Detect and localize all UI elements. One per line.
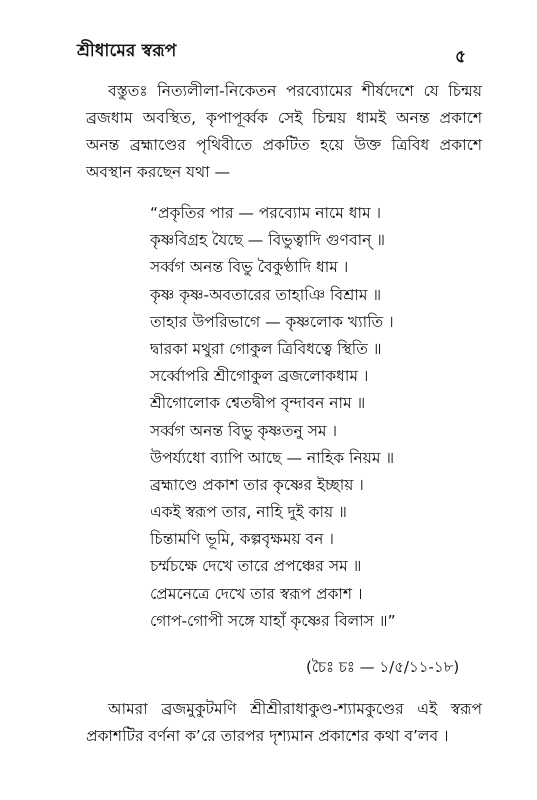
verse-line: চিন্তামণি ভূমি, কল্পবৃক্ষময় বন ।: [150, 530, 334, 549]
verse-line: ব্রহ্মাণ্ডে প্রকাশ তার কৃষ্ণের ইচ্ছায় ।: [150, 475, 364, 494]
verse-line: শ্রীগোলোক শ্বেতদ্বীপ বৃন্দাবন নাম ॥: [150, 394, 366, 413]
verse-line: গোপ-গোপী সঙ্গে যাহাঁ কৃষ্ণের বিলাস ॥”: [150, 611, 396, 630]
page-number: ৫: [455, 47, 467, 67]
intro-paragraph: বস্তুতঃ নিত্যলীলা-নিকেতন পরব্যোমের শীর্ষদেশে যে চিন্ময় ব্রজধাম অবস্থিত, কৃপাপূর্ব্বক সেই চিন্ময় ধামই অনন্ত প্রকাশে অনন্ত ব্রহ্মাণ্ডের পৃথিবীতে প্রকটিত হয়ে উক্ত ত্রিবিধ প্রকাশে অবস্থান করছেন যথা —: [86, 82, 482, 181]
verse-line: চর্ম্মচক্ষে দেখে তারে প্রপঞ্চের সম ॥: [150, 557, 362, 576]
verse-line: উপর্য্যধো ব্যাপি আছে — নাহিক নিয়ম ॥: [150, 448, 395, 467]
verse-line: দ্বারকা মথুরা গোকুল ত্রিবিধত্বে স্থিতি ॥: [150, 339, 382, 358]
verse-line: “প্রকৃতির পার — পরব্যোম নামে ধাম ।: [150, 204, 382, 222]
verse-line: সর্ব্বগ অনন্ত বিভু বৈকুণ্ঠাদি ধাম ।: [150, 258, 349, 277]
verse-line: কৃষ্ণবিগ্রহ যৈছে — বিভুত্বাদি গুণবান্ ॥: [150, 231, 386, 250]
verse-block: [150, 200, 490, 635]
verse-line: সর্ব্বগ অনন্ত বিভু কৃষ্ণতনু সম ।: [150, 421, 338, 440]
verse-line: কৃষ্ণ কৃষ্ণ-অবতারের তাহাঞি বিশ্রাম ॥: [150, 285, 382, 304]
closing-paragraph: আমরা ব্রজমুকুটমণি শ্রীশ্রীরাধাকুণ্ড-শ্যামকুণ্ডের এই স্বরূপ প্রকাশটির বর্ণনা ক’রে তারপর দৃশ্যমান প্রকাশের কথা ব’লব ।: [86, 700, 482, 745]
verse-line: সর্ব্বোপরি শ্রীগোকুল ব্রজলোকধাম ।: [150, 367, 369, 386]
verse-line: প্রেমনেত্রে দেখে তার স্বরূপ প্রকাশ ।: [150, 584, 363, 603]
verse-line: তাহার উপরিভাগে — কৃষ্ণলোক খ্যাতি ।: [150, 312, 394, 331]
verse-citation: (চৈঃ চঃ — ১/৫/১১-১৮): [306, 658, 460, 676]
page-title: শ্রীধামের স্বরূপ: [77, 41, 177, 61]
verse-line: একই স্বরূপ তার, নাহি দুই কায় ॥: [150, 503, 347, 522]
